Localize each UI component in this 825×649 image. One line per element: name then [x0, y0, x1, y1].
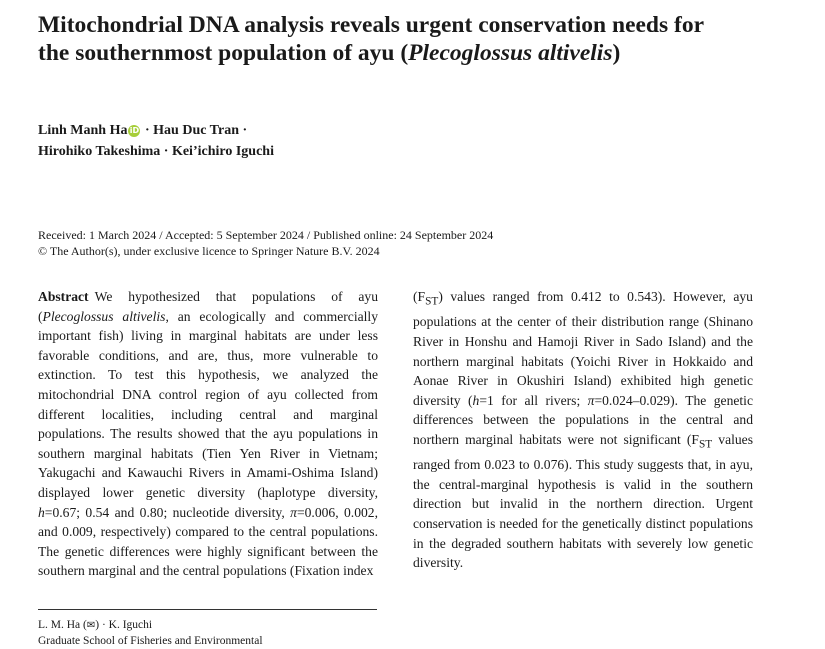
orcid-icon[interactable]: iD	[129, 126, 140, 135]
footnote-affiliation: Graduate School of Fisheries and Environmental	[38, 635, 263, 647]
abstract-text-1: We hypothesized that populations of ayu (	[38, 289, 378, 324]
footnote-authors	[38, 617, 152, 634]
abstract-text-5: )	[438, 289, 451, 304]
nucleotide-symbol-2: π	[587, 392, 595, 408]
abstract-text-6: =1	[479, 392, 502, 408]
abstract-text-6-cont: for all rivers;	[501, 392, 588, 408]
abstract-species: Plecoglossus altivelis	[42, 308, 166, 324]
nucleotide-symbol: π	[290, 504, 297, 520]
author-tran[interactable]: · Hau Duc Tran ·	[144, 123, 248, 138]
copyright-line: © The Author(s), under exclusive licence to Springer Nature B.V. 2024	[38, 244, 380, 258]
abstract-text-2: , an ecologically and commercially important fish) living in marginal habitats are under less favorable conditions, and are, thus, more vulnerable to extinction. To test this hypothesis, we analyzed the mitochondrial DNA control region of ayu collected from different localities, including central and marginal populations. The results showed that the ayu populations in southern marginal habitats (Tien Yen River in Vietnam; Yakugachi and Kawauchi Rivers in Amami-Oshima Island) displayed lower genetic diversity (haplotype diversity,	[38, 308, 378, 500]
abstract-text-7-cont: The genetic differences between the populations in the central and northern marginal habitats were not significant (F	[413, 392, 753, 447]
footnote-ha: L. M. Ha (	[38, 619, 87, 631]
author-ha[interactable]: Linh Manh Ha	[38, 123, 128, 138]
title-species: Plecoglossus altivelis	[408, 40, 613, 66]
fst-subscript-2: ST	[698, 438, 713, 451]
title-close: )	[612, 40, 621, 66]
author-list	[38, 120, 274, 162]
abstract-text-4-cont: (F	[413, 289, 426, 304]
abstract-text-7: =0.024–0.029).	[594, 392, 686, 408]
publication-history	[38, 227, 493, 259]
envelope-icon[interactable]: ✉	[86, 620, 96, 631]
footnote-rule	[38, 609, 377, 610]
abstract-column-right	[413, 287, 753, 573]
haplotype-symbol: h	[38, 504, 45, 520]
author-takeshima-iguchi[interactable]: Hirohiko Takeshima · Kei’ichiro Iguchi	[38, 144, 274, 159]
abstract-text-5-cont: values ranged from 0.412 to 0.543). However, ayu populations at the center of their distribution range (Shinano River in Honshu and Hamoji River in Sado Island) and the northern marginal habitats (Yoichi River in Hokkaido and Aonae River in Okushiri Island) exhibited high genetic diversity (	[413, 289, 753, 408]
haplotype-symbol-2: h	[472, 392, 480, 408]
paper-title	[38, 11, 738, 67]
title-main: Mitochondrial DNA analysis reveals urgent conservation needs for the southernmost population of ayu (	[38, 12, 704, 66]
abstract-text-8-cont: values ranged from 0.023 to 0.076). This study suggests that, in ayu, the central-marginal hypothesis is valid in the southern direction but invalid in the northern direction. Urgent conservation is needed for the genetically distinct populations in the degraded southern habitats with severely low genetic diversity.	[413, 431, 753, 571]
abstract-text-3: =0.67; 0.54 and 0.80; nucleotide diversity,	[44, 504, 291, 520]
abstract-column-left	[38, 287, 378, 581]
footnote-iguchi: ) · K. Iguchi	[95, 619, 153, 631]
abstract-text-4: =0.006, 0.002, and 0.009, respectively) compared to the central populations. The genetic differences were highly significant between the southern marginal and the central populations (Fixation index	[38, 504, 378, 579]
dates-line: Received: 1 March 2024 / Accepted: 5 September 2024 / Published online: 24 September 2024	[38, 228, 494, 242]
fst-subscript: ST	[425, 295, 439, 308]
abstract-label: Abstract	[38, 289, 89, 304]
